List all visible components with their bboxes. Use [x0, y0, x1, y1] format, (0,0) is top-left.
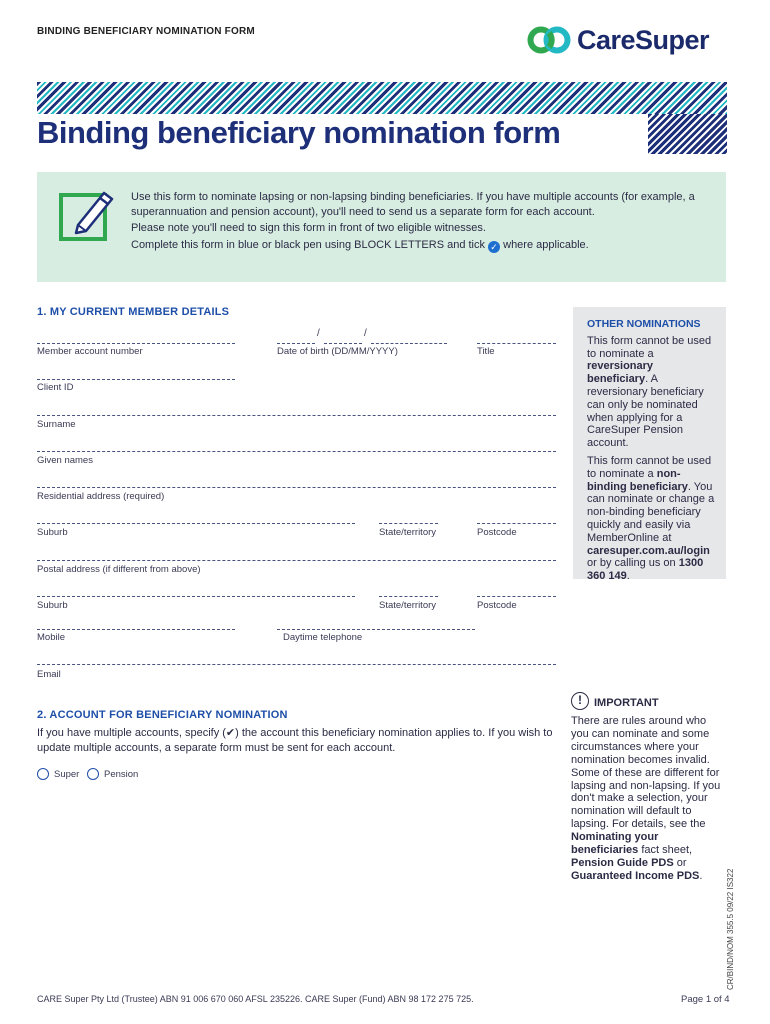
form-header-label: BINDING BENEFICIARY NOMINATION FORM — [37, 26, 255, 37]
two-linked-circles-logo — [527, 24, 571, 56]
state-territory-label: State/territory — [379, 527, 437, 538]
daytime-telephone-label: Daytime telephone — [283, 632, 363, 643]
postal-postcode-field[interactable] — [477, 596, 556, 597]
section-2-heading: 2. ACCOUNT FOR BENEFICIARY NOMINATION — [37, 709, 288, 721]
postal-suburb-field[interactable] — [37, 596, 355, 597]
super-label: Super — [54, 769, 80, 780]
postal-state-territory-label: State/territory — [379, 600, 437, 611]
mobile-label: Mobile — [37, 632, 65, 643]
section-1-heading: 1. MY CURRENT MEMBER DETAILS — [37, 306, 230, 318]
postal-state-territory-field[interactable] — [379, 596, 438, 597]
other-nominations-paragraph-1: This form cannot be used to nominate a reversionary beneficiary. A reversionary beneficiary can only be nominated when applying for a CareSuper Pension account. — [587, 334, 712, 450]
email-label: Email — [37, 669, 61, 680]
dob-day-field[interactable] — [277, 343, 315, 344]
logo-text: CareSuper — [577, 24, 710, 55]
client-id-label: Client ID — [37, 382, 74, 393]
other-nominations-text — [587, 318, 717, 588]
caresuper-logo — [527, 24, 709, 56]
decorative-stripe-bar-end — [648, 114, 727, 154]
postcode-label: Postcode — [477, 527, 517, 538]
residential-address-field[interactable] — [37, 487, 556, 488]
given-names-label: Given names — [37, 455, 93, 466]
member-account-number-label: Member account number — [37, 346, 143, 357]
super-radio[interactable] — [37, 768, 49, 780]
date-of-birth-label: Date of birth (DD/MM/YYYY) — [277, 346, 398, 357]
mobile-field[interactable] — [37, 629, 235, 630]
postal-address-label: Postal address (if different from above) — [37, 564, 201, 575]
postal-address-field[interactable] — [37, 560, 556, 561]
postal-suburb-label: Suburb — [37, 600, 68, 611]
email-field[interactable] — [37, 664, 556, 665]
pension-radio[interactable] — [87, 768, 99, 780]
page-title: Binding beneficiary nomination form — [37, 115, 561, 150]
title-field[interactable] — [477, 343, 556, 344]
phone-number: 1300 360 149 — [587, 557, 704, 583]
important-text: There are rules around who you can nominate and some circumstances where your nomination becomes invalid. Some of these are different for lapsing and non-lapsing. If you don't make a selection, your nomination will default to lapsing. For details, see the Nominating your beneficiaries fact sheet, Pension Guide PDS or Guaranteed Income PDS. — [571, 715, 721, 882]
dob-separator: / — [317, 328, 320, 339]
tick-icon: ✓ — [488, 241, 500, 253]
given-names-field[interactable] — [37, 451, 556, 452]
dob-month-field[interactable] — [324, 343, 362, 344]
section-2-text: If you have multiple accounts, specify (✔) the account this beneficiary nomination applies to. If you wish to update multiple accounts, a separate form must be sent for each account. — [37, 727, 553, 754]
intro-line-3: Complete this form in blue or black pen using BLOCK LETTERS and tick ✓ where applicable. — [131, 238, 589, 252]
daytime-telephone-field[interactable] — [277, 629, 475, 630]
intro-line-2: Please note you'll need to sign this form in front of two eligible witnesses. — [131, 222, 486, 234]
pencil-checkbox-icon — [58, 185, 116, 248]
postal-postcode-label: Postcode — [477, 600, 517, 611]
dob-year-field[interactable] — [371, 343, 447, 344]
residential-address-label: Residential address (required) — [37, 491, 165, 502]
surname-field[interactable] — [37, 415, 556, 416]
intro-line-1: Use this form to nominate lapsing or non-lapsing binding beneficiaries. If you have multiple accounts (for example, a superannuation and pension account), you'll need to send us a separate form for each account. — [131, 191, 695, 218]
memberonline-link[interactable]: caresuper.com.au/login — [587, 544, 710, 557]
title-label: Title — [477, 346, 495, 357]
suburb-label: Suburb — [37, 527, 68, 538]
pension-label: Pension — [104, 769, 139, 780]
surname-label: Surname — [37, 419, 76, 430]
other-nominations-heading: OTHER NOMINATIONS — [587, 318, 701, 330]
state-territory-field[interactable] — [379, 523, 438, 524]
intro-text — [131, 190, 701, 255]
decorative-stripe-bar — [37, 82, 727, 114]
postcode-field[interactable] — [477, 523, 556, 524]
important-heading: IMPORTANT — [594, 697, 659, 709]
page-number: Page 1 of 4 — [681, 994, 730, 1005]
dob-separator: / — [364, 328, 367, 339]
form-code: CR/BIND/NOM 355.5 09/22 IS322 — [726, 868, 735, 990]
exclamation-icon: ! — [571, 692, 589, 710]
client-id-field[interactable] — [37, 379, 235, 380]
member-account-number-field[interactable] — [37, 343, 235, 344]
footer-legal-text: CARE Super Pty Ltd (Trustee) ABN 91 006 670 060 AFSL 235226. CARE Super (Fund) ABN 98 172 275 725. — [37, 994, 474, 1004]
suburb-field[interactable] — [37, 523, 355, 524]
other-nominations-paragraph-2: This form cannot be used to nominate a non-binding beneficiary. You can nominate or change a non-binding beneficiary quickly and easily via MemberOnline at caresuper.com.au/login or by calling us on 1300 360 149. — [587, 454, 715, 583]
